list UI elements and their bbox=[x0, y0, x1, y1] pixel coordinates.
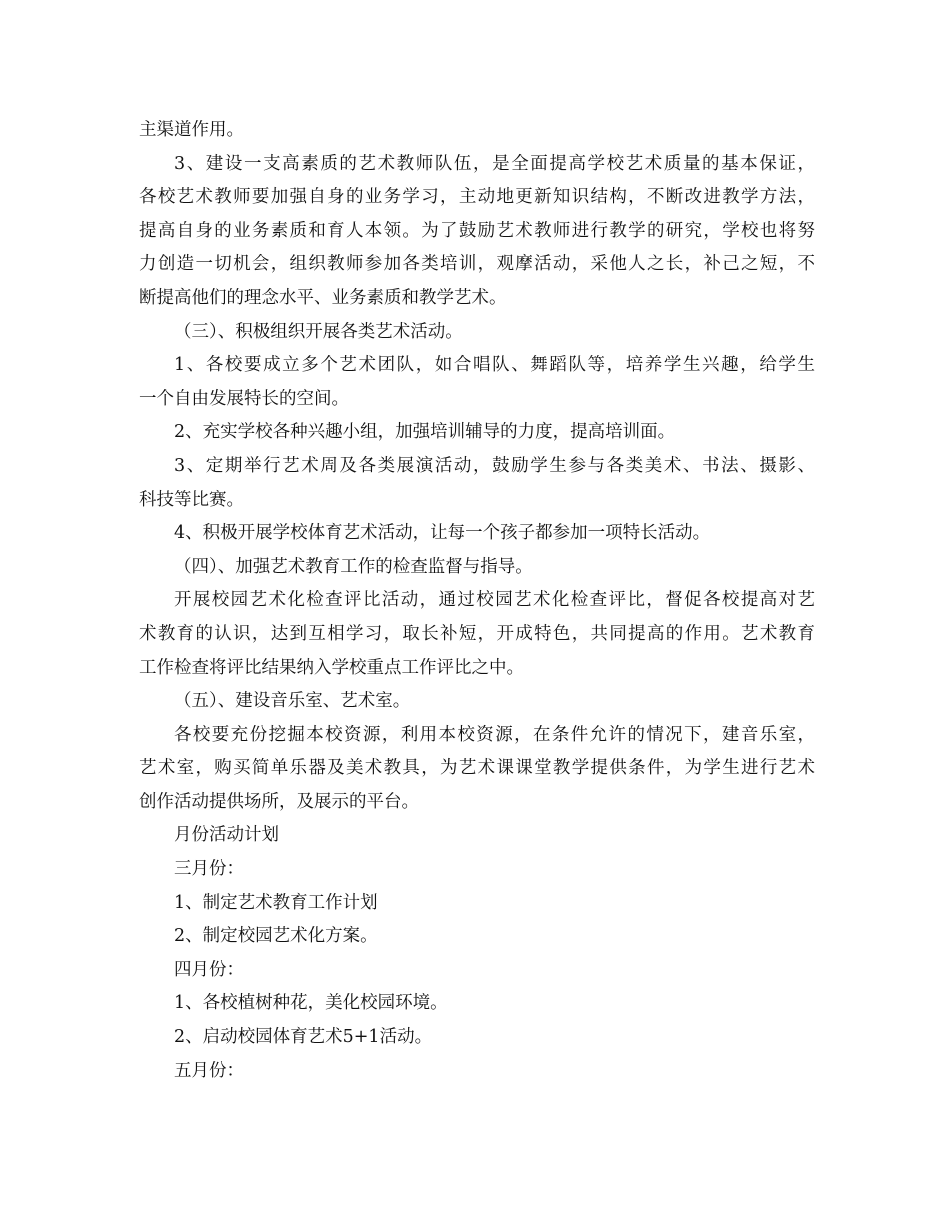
month-heading: 五月份： bbox=[174, 1060, 244, 1081]
paragraph-line: 艺术室，购买简单乐器及美术教具，为艺术课课堂教学提供条件，为学生进行艺术 bbox=[139, 758, 815, 779]
section-heading: （三）、积极组织开展各类艺术活动。 bbox=[174, 321, 463, 342]
paragraph-line: 提高自身的业务素质和育人本领。为了鼓励艺术教师进行教学的研究，学校也将努 bbox=[139, 220, 815, 241]
list-item: 1、各校植树种花，美化校园环境。 bbox=[174, 993, 448, 1014]
list-item: 1、制定艺术教育工作计划 bbox=[174, 892, 378, 913]
paragraph-line: 2、充实学校各种兴趣小组，加强培训辅导的力度，提高培训面。 bbox=[174, 422, 676, 443]
paragraph-line: 一个自由发展特长的空间。 bbox=[139, 388, 349, 409]
paragraph-line: 开展校园艺术化检查评比活动，通过校园艺术化检查评比，督促各校提高对艺 bbox=[174, 590, 815, 611]
paragraph-line: 4、积极开展学校体育艺术活动，让每一个孩子都参加一项特长活动。 bbox=[174, 523, 711, 544]
paragraph-line: 工作检查将评比结果纳入学校重点工作评比之中。 bbox=[139, 657, 524, 678]
paragraph-line: 力创造一切机会，组织教师参加各类培训，观摩活动，采他人之长，补己之短，不 bbox=[139, 254, 815, 275]
month-heading: 四月份： bbox=[174, 959, 244, 980]
section-heading: 月份活动计划 bbox=[174, 825, 279, 846]
paragraph-line: 各校要充份挖掘本校资源，利用本校资源，在条件允许的情况下，建音乐室， bbox=[174, 724, 815, 745]
document-body bbox=[139, 114, 815, 1088]
paragraph-line: 3、建设一支高素质的艺术教师队伍，是全面提高学校艺术质量的基本保证， bbox=[174, 153, 815, 174]
month-heading: 三月份： bbox=[174, 859, 244, 880]
section-heading: （五）、建设音乐室、艺术室。 bbox=[174, 691, 411, 712]
list-item: 2、制定校园艺术化方案。 bbox=[174, 926, 378, 947]
paragraph-line: 主渠道作用。 bbox=[139, 120, 244, 140]
paragraph-line: 各校艺术教师要加强自身的业务学习，主动地更新知识结构，不断改进教学方法， bbox=[139, 187, 815, 208]
paragraph-line: 3、定期举行艺术周及各类展演活动，鼓励学生参与各类美术、书法、摄影、 bbox=[174, 455, 815, 476]
paragraph-line: 1、各校要成立多个艺术团队，如合唱队、舞蹈队等，培养学生兴趣，给学生 bbox=[174, 355, 815, 376]
paragraph-line: 创作活动提供场所，及展示的平台。 bbox=[139, 791, 419, 812]
list-item: 2、启动校园体育艺术5+1活动。 bbox=[174, 1027, 433, 1048]
paragraph-line: 断提高他们的理念水平、业务素质和教学艺术。 bbox=[139, 287, 507, 308]
section-heading: （四）、加强艺术教育工作的检查监督与指导。 bbox=[174, 556, 533, 577]
paragraph-line: 术教育的认识，达到互相学习，取长补短，开成特色，共同提高的作用。艺术教育 bbox=[139, 623, 815, 644]
paragraph-line: 科技等比赛。 bbox=[139, 489, 244, 510]
